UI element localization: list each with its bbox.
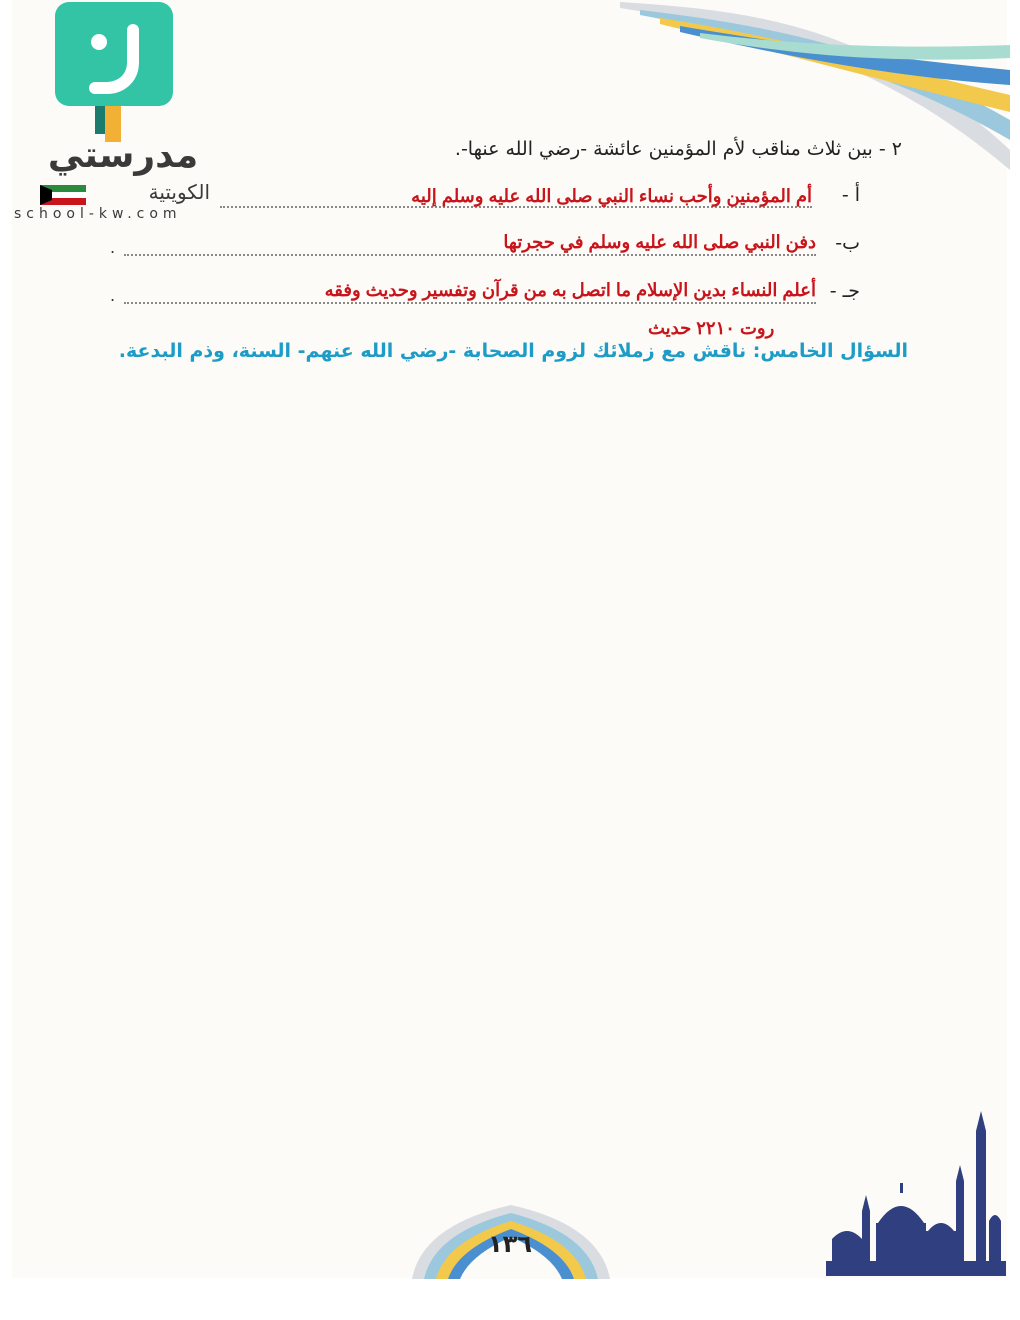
answer-dots-c bbox=[124, 302, 816, 304]
answer-text-b: دفن النبي صلى الله عليه وسلم في حجرتها bbox=[503, 232, 816, 252]
answer-text-a: أم المؤمنين وأحب نساء النبي صلى الله عليه وسلم إليه bbox=[411, 186, 812, 206]
mosque-skyline-decoration bbox=[826, 1111, 1006, 1276]
question-5-prompt: السؤال الخامس: ناقش مع زملائك لزوم الصحابة -رضي الله عنهم- السنة، وذم البدعة. bbox=[118, 340, 908, 362]
logo-subtitle: الكويتية bbox=[148, 180, 210, 204]
answer-line-b bbox=[110, 232, 860, 262]
answer-text-c: أعلم النساء بدين الإسلام ما اتصل به من قرآن وتفسير وحديث وفقه bbox=[324, 280, 816, 300]
logo-smile-icon bbox=[55, 2, 173, 142]
page-number: ١٣٦ bbox=[488, 1230, 532, 1258]
answer-line-c bbox=[110, 280, 860, 310]
answer-end-b: . bbox=[110, 238, 116, 257]
answer-marker-a: أ - bbox=[841, 184, 860, 206]
question-2-prompt: ٢ - بين ثلاث مناقب لأم المؤمنين عائشة -رضي الله عنها-. bbox=[454, 138, 902, 160]
logo-url: school-kw.com bbox=[14, 206, 182, 222]
answer-dots-b bbox=[124, 254, 816, 256]
narration-count: روت ٢٢١٠ حديث bbox=[648, 318, 775, 338]
school-logo bbox=[10, 0, 230, 225]
logo-brand: مدرستي bbox=[47, 135, 199, 176]
answer-marker-c: جـ - bbox=[829, 280, 860, 302]
answer-end-c: . bbox=[110, 286, 116, 305]
answer-marker-b: ب- bbox=[835, 232, 860, 254]
kuwait-flag-icon bbox=[40, 185, 86, 205]
answer-line-a bbox=[220, 184, 860, 214]
